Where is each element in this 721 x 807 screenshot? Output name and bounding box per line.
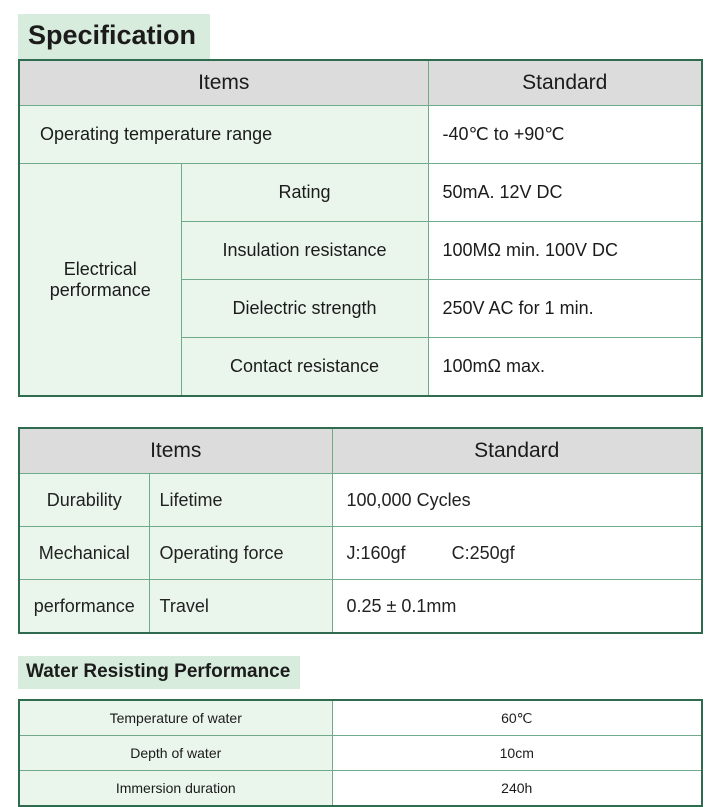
mechanical-section (18, 427, 703, 634)
page-title: Specification (18, 14, 210, 59)
row-group-durability: Durability (19, 474, 149, 527)
water-resisting-title: Water Resisting Performance (18, 656, 300, 689)
row-group-mechanical: Mechanical (19, 527, 149, 580)
row-label-temperature-of-water: Temperature of water (19, 700, 332, 736)
row-value-rating: 50mA. 12V DC (428, 164, 702, 222)
row-label-insulation-resistance: Insulation resistance (181, 222, 428, 280)
table-row (19, 474, 702, 527)
table-header-row (19, 428, 702, 474)
water-resisting-table (18, 699, 703, 807)
row-value-contact-resistance: 100mΩ max. (428, 338, 702, 397)
row-value-lifetime: 100,000 Cycles (332, 474, 702, 527)
row-label-rating: Rating (181, 164, 428, 222)
row-value-operating-temperature-range: -40℃ to +90℃ (428, 106, 702, 164)
group-label-line1: Electrical (63, 258, 137, 279)
row-value-operating-force (332, 527, 702, 580)
column-header-standard: Standard (332, 428, 702, 474)
row-label-operating-temperature-range: Operating temperature range (19, 106, 428, 164)
row-value-immersion-duration: 240h (332, 771, 702, 807)
operating-force-j: J:160gf (346, 542, 406, 563)
group-label-line2: performance (49, 279, 151, 300)
mechanical-table (18, 427, 703, 634)
row-label-depth-of-water: Depth of water (19, 736, 332, 771)
table-row (19, 771, 702, 807)
row-label-contact-resistance: Contact resistance (181, 338, 428, 397)
table-row (19, 106, 702, 164)
table-row (19, 736, 702, 771)
row-value-depth-of-water: 10cm (332, 736, 702, 771)
row-label-travel: Travel (149, 580, 332, 634)
row-value-insulation-resistance: 100MΩ min. 100V DC (428, 222, 702, 280)
operating-force-c: C:250gf (451, 542, 515, 563)
row-group-performance: performance (19, 580, 149, 634)
table-header-row (19, 60, 702, 106)
row-value-travel: 0.25 ± 0.1mm (332, 580, 702, 634)
table-row (19, 164, 702, 222)
column-header-items: Items (19, 428, 332, 474)
table-row (19, 580, 702, 634)
row-label-operating-force: Operating force (149, 527, 332, 580)
specification-table (18, 59, 703, 397)
column-header-standard: Standard (428, 60, 702, 106)
row-label-dielectric-strength: Dielectric strength (181, 280, 428, 338)
water-section (18, 699, 703, 807)
row-value-dielectric-strength: 250V AC for 1 min. (428, 280, 702, 338)
table-row (19, 527, 702, 580)
row-group-electrical-performance (19, 164, 181, 397)
table-row (19, 700, 702, 736)
column-header-items: Items (19, 60, 428, 106)
row-value-temperature-of-water: 60℃ (332, 700, 702, 736)
row-label-lifetime: Lifetime (149, 474, 332, 527)
row-label-immersion-duration: Immersion duration (19, 771, 332, 807)
